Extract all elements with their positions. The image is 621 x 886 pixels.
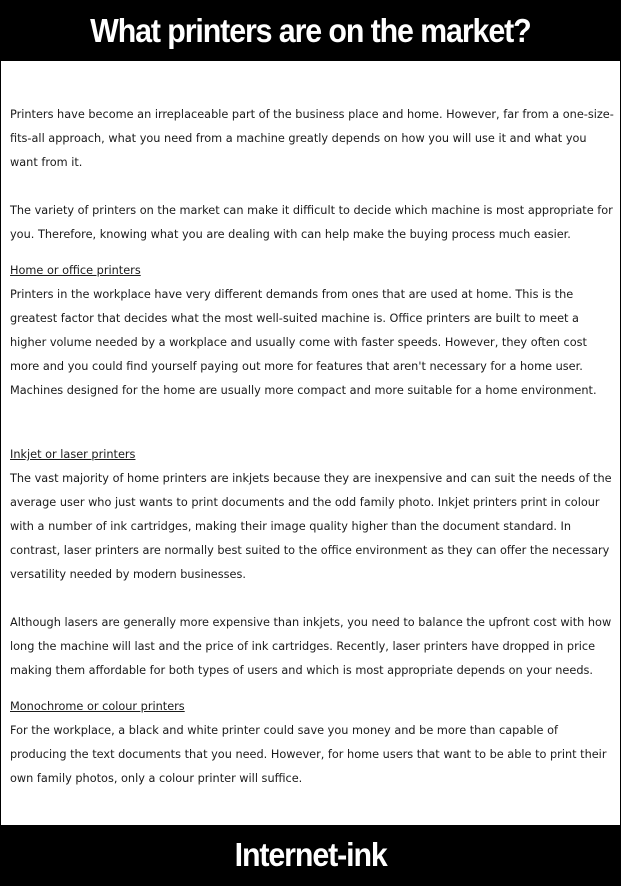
intro-paragraph-2: The variety of printers on the market can make it difficult to decide which machine is most appropriate for you. Therefore, knowing what you are dealing with can help make the buying process much easier.: [10, 204, 613, 241]
article-body: [10, 103, 614, 791]
section-inkjet-laser: [10, 443, 614, 683]
section-heading-inkjet-laser: Inkjet or laser printers: [10, 448, 136, 461]
section-heading-mono-colour: Monochrome or colour printers: [10, 700, 185, 713]
brand-name: Internet-ink: [234, 836, 387, 873]
page-title: What printers are on the market?: [90, 12, 531, 49]
section-inkjet-laser-paragraph-1: The vast majority of home printers are inkjets because they are inexpensive and can suit the needs of the average user who just wants to print documents and the odd family photo. Inkjet printers print in colour with a number of ink cartridges, making their image quality higher than the document standard. In contrast, laser printers are normally best suited to the office environment as they can offer the necessary versatility needed by modern businesses.: [10, 472, 612, 581]
section-mono-colour: [10, 695, 614, 791]
section-mono-colour-paragraph-1: For the workplace, a black and white printer could save you money and be more than capable of producing the text documents that you need. However, for home users that want to be able to print their own family photos, only a colour printer will suffice.: [10, 724, 607, 785]
header-banner: [1, 1, 620, 61]
section-heading-home-office: Home or office printers: [10, 264, 141, 277]
section-home-office: [10, 259, 614, 403]
section-home-office-paragraph-1: Printers in the workplace have very different demands from ones that are used at home. This is the greatest factor that decides what the most well-suited machine is. Office printers are built to meet a higher volume needed by a workplace and usually come with faster speeds. However, they often cost more and you could find yourself paying out more for features that aren't necessary for a home user. Machines designed for the home are usually more compact and more suitable for a home environment.: [10, 288, 597, 397]
section-inkjet-laser-paragraph-2: Although lasers are generally more expensive than inkjets, you need to balance the upfront cost with how long the machine will last and the price of ink cartridges. Recently, laser printers have dropped in price making them affordable for both types of users and which is most appropriate depends on your needs.: [10, 616, 612, 677]
footer-banner: [1, 825, 620, 885]
intro-paragraph-1: Printers have become an irreplaceable part of the business place and home. However, far from a one-size-fits-all approach, what you need from a machine greatly depends on how you will use it and what you want from it.: [10, 108, 614, 169]
